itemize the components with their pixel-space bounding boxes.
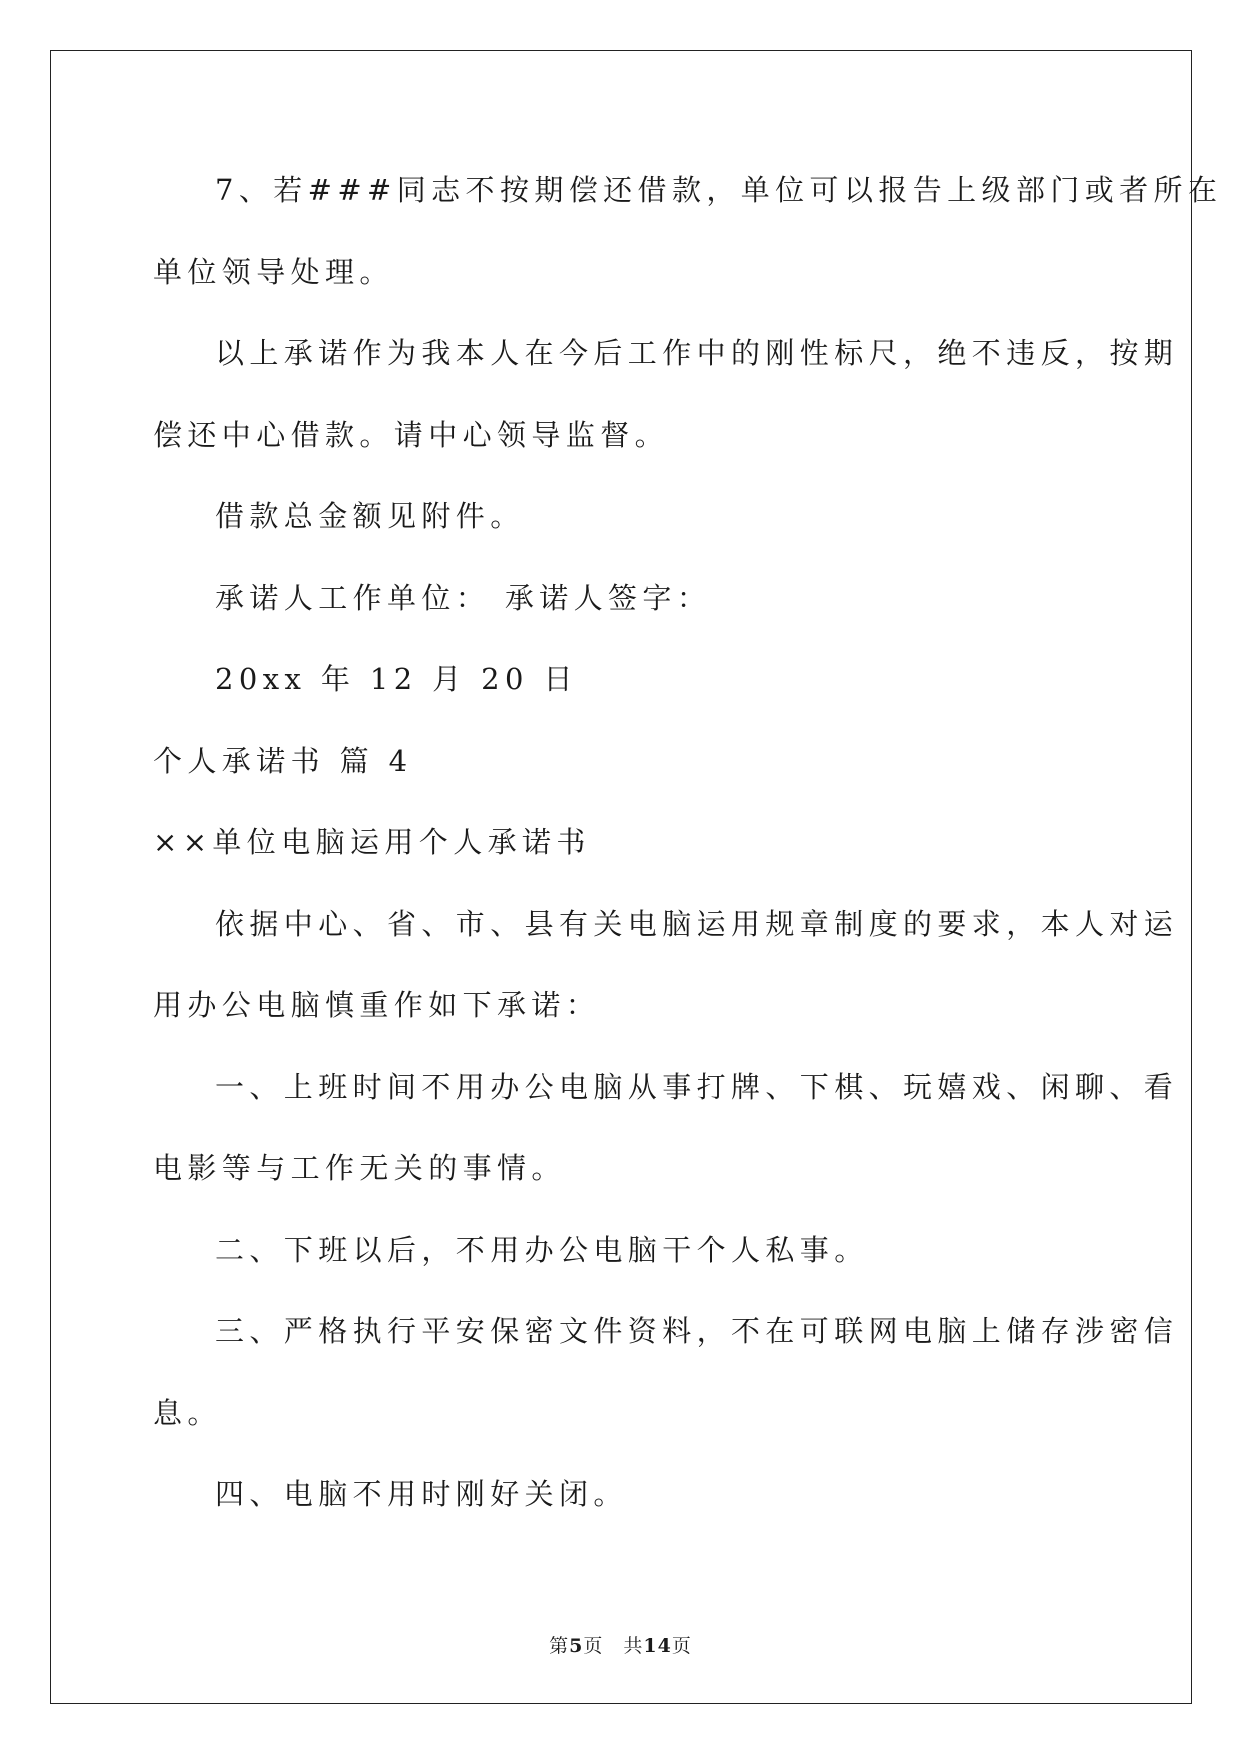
paragraph-line: 一、上班时间不用办公电脑从事打牌、下棋、玩嬉戏、闲聊、看: [215, 1069, 1179, 1104]
paragraph-line: 依据中心、省、市、县有关电脑运用规章制度的要求，本人对运: [215, 906, 1179, 941]
document-title: ××单位电脑运用个人承诺书: [153, 825, 591, 859]
signature-line: 承诺人工作单位： 承诺人签字：: [215, 580, 712, 615]
page-footer: [0, 1631, 1241, 1658]
document-body: [153, 150, 1223, 1536]
page-number: 5: [569, 1635, 584, 1657]
date-line: 20xx 年 12 月 20 日: [215, 662, 578, 696]
paragraph-line: 用办公电脑慎重作如下承诺：: [153, 988, 601, 1022]
paragraph-line: 以上承诺作为我本人在今后工作中的刚性标尺，绝不违反，按期: [215, 336, 1179, 370]
paragraph-line: 7、若###同志不按期偿还借款，单位可以报告上级部门或者所在: [215, 173, 1223, 207]
paragraph-line: 三、严格执行平安保密文件资料，不在可联网电脑上储存涉密信: [215, 1314, 1179, 1348]
paragraph-line: 四、电脑不用时刚好关闭。: [215, 1477, 628, 1511]
page-prefix: 第: [549, 1635, 570, 1657]
page-suffix: 页: [583, 1635, 604, 1657]
total-suffix: 页: [671, 1635, 692, 1657]
section-heading: 个人承诺书 篇 4: [153, 743, 413, 778]
paragraph-line: 息。: [153, 1395, 222, 1430]
total-pages: 14: [643, 1635, 672, 1657]
total-prefix: 共: [623, 1635, 644, 1657]
paragraph-line: 电影等与工作无关的事情。: [153, 1151, 566, 1185]
paragraph-line: 单位领导处理。: [153, 254, 394, 289]
paragraph-line: 二、下班以后，不用办公电脑干个人私事。: [215, 1232, 869, 1267]
paragraph-line: 借款总金额见附件。: [215, 499, 525, 533]
paragraph-line: 偿还中心借款。请中心领导监督。: [153, 417, 670, 452]
